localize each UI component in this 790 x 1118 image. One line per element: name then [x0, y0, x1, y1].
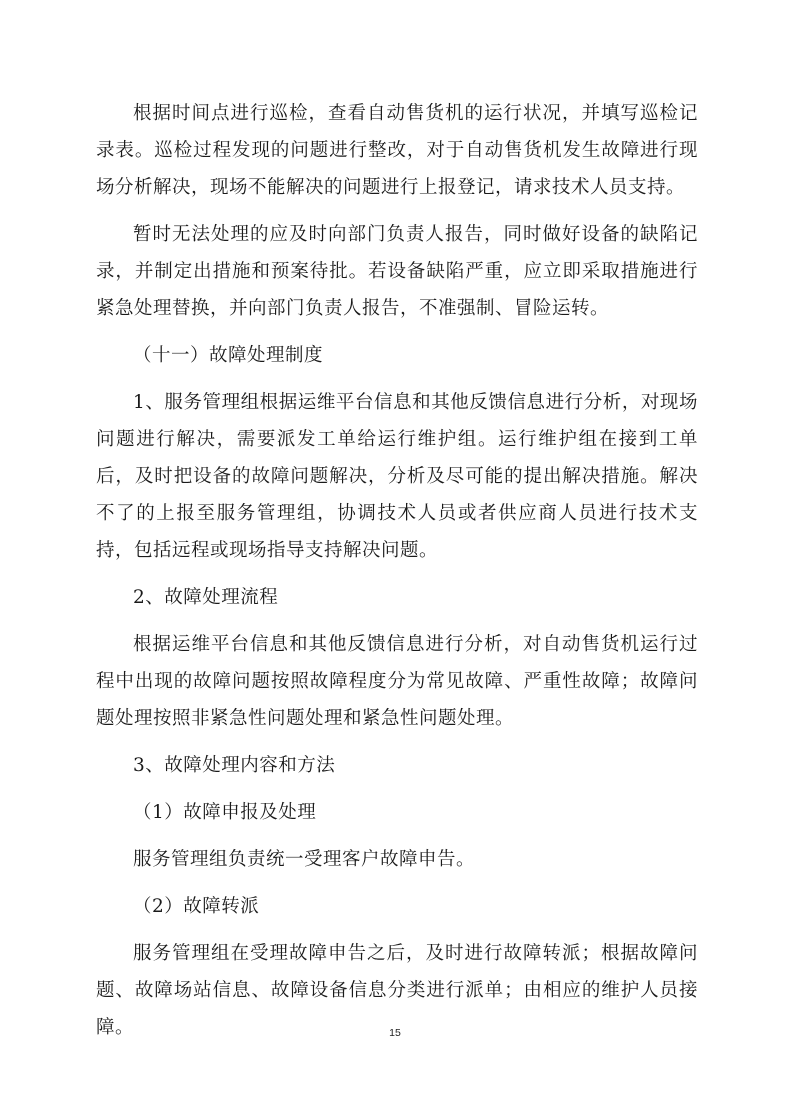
paragraph-fault-process: 根据运维平台信息和其他反馈信息进行分析，对自动售货机运行过程中出现的故障问题按照故障程度分为常见故障、严重性故障；故障问题处理按照非紧急性问题处理和紧急性问题处理。	[96, 634, 698, 729]
heading-fault-process: 2、故障处理流程	[133, 587, 279, 608]
page-number: 15	[389, 1027, 401, 1039]
paragraph-inspection: 根据时间点进行巡检，查看自动售货机的运行状况，并填写巡检记录表。巡检过程发现的问题进行整改，对于自动售货机发生故障进行现场分析解决，现场不能解决的问题进行上报登记，请求技术人员支持。	[96, 103, 698, 198]
paragraph-fault-report: 服务管理组负责统一受理客户故障申告。	[133, 849, 476, 870]
section-heading-fault-system: （十一）故障处理制度	[133, 345, 324, 366]
paragraph-report: 暂时无法处理的应及时向部门负责人报告，同时做好设备的缺陷记录，并制定出措施和预案待批。若设备缺陷严重，应立即采取措施进行紧急处理替换，并向部门负责人报告，不准强制、冒险运转。	[96, 224, 698, 319]
paragraph-item-1: 1、服务管理组根据运维平台信息和其他反馈信息进行分析，对现场问题进行解决，需要派发工单给运行维护组。运行维护组在接到工单后，及时把设备的故障问题解决，分析及尽可能的提出解决措施。解决不了的上报至服务管理组，协调技术人员或者供应商人员进行技术支持，包括远程或现场指导支持解决问题。	[96, 392, 698, 561]
document-body	[96, 95, 698, 1046]
subheading-fault-dispatch: （2）故障转派	[133, 896, 260, 917]
subheading-fault-report: （1）故障申报及处理	[133, 802, 317, 823]
paragraph-fault-dispatch: 服务管理组在受理故障申告之后，及时进行故障转派；根据故障问题、故障场站信息、故障设备信息分类进行派单；由相应的维护人员接障。	[96, 943, 698, 1038]
heading-fault-content: 3、故障处理内容和方法	[133, 755, 336, 776]
